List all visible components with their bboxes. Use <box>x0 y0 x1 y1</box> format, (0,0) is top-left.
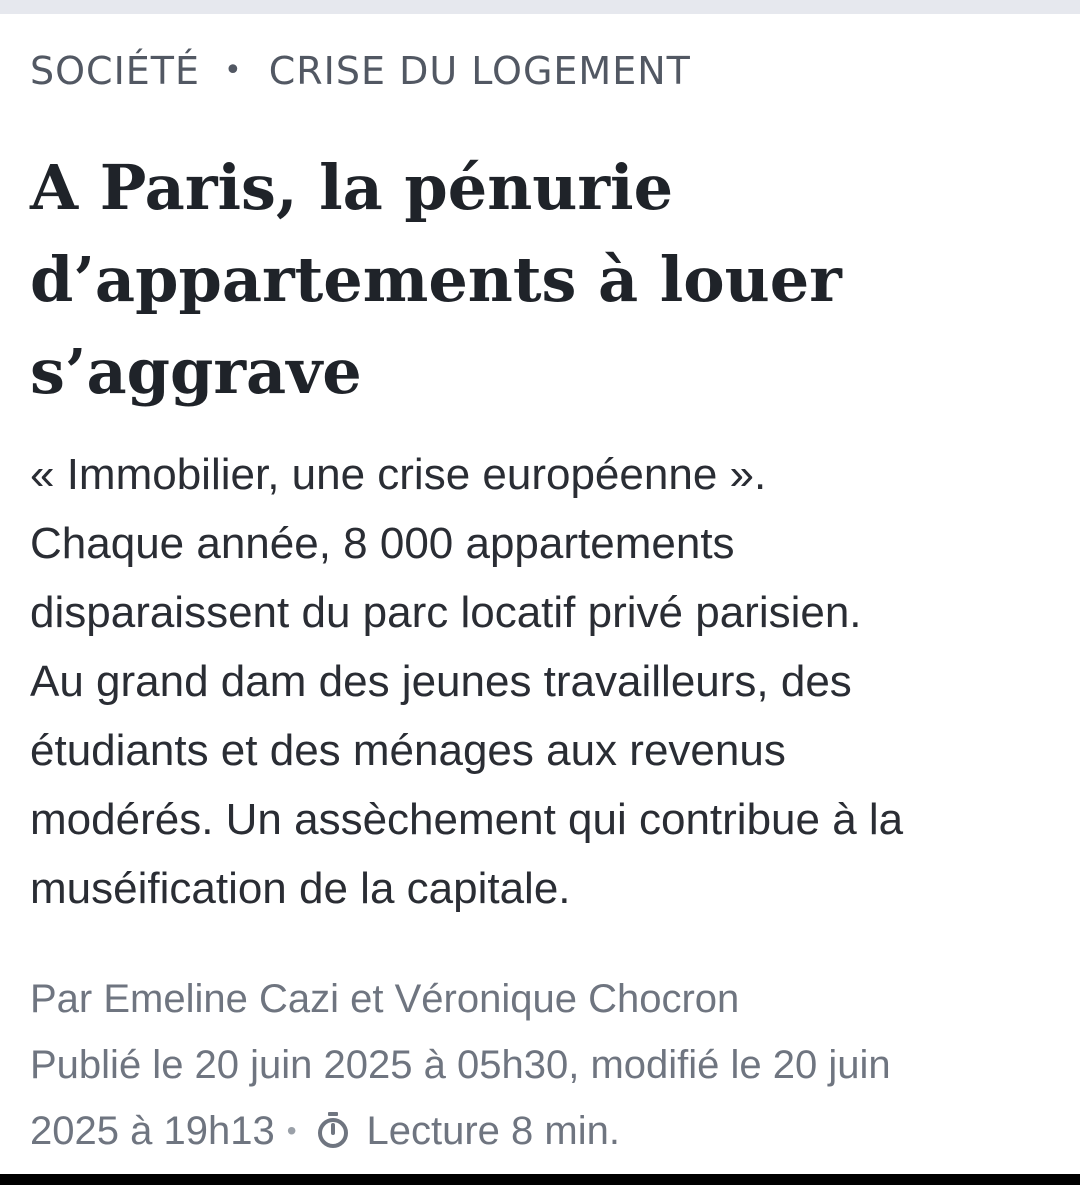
standfirst-line: muséification de la capitale. <box>30 864 571 913</box>
headline <box>30 142 1050 418</box>
publication-date: Publié le 20 juin 2025 à 05h30, modifié le 20 juin <box>30 1043 891 1087</box>
kicker-section[interactable]: SOCIÉTÉ <box>30 49 201 93</box>
headline-line: d’appartements à louer <box>30 243 842 316</box>
article-header <box>0 14 1080 1174</box>
headline-line: A Paris, la pénurie <box>30 151 674 224</box>
standfirst-line: disparaissent du parc locatif privé parisien. <box>30 588 862 637</box>
kicker <box>30 49 691 93</box>
standfirst-line: « Immobilier, une crise européenne ». <box>30 450 767 499</box>
standfirst-line: Chaque année, 8 000 appartements <box>30 519 735 568</box>
kicker-topic[interactable]: CRISE DU LOGEMENT <box>268 49 691 93</box>
publication-date-continued <box>30 1098 1060 1164</box>
reading-time: Lecture 8 min. <box>366 1109 620 1153</box>
top-band <box>0 0 1080 14</box>
kicker-separator: • <box>224 53 243 88</box>
standfirst-line: Au grand dam des jeunes travailleurs, des <box>30 657 852 706</box>
standfirst-line: étudiants et des ménages aux revenus <box>30 726 786 775</box>
meta-separator: • <box>286 1115 297 1146</box>
standfirst-line: modérés. Un assèchement qui contribue à la <box>30 795 904 844</box>
headline-line: s’aggrave <box>30 335 362 408</box>
byline: Par Emeline Cazi et Véronique Chocron <box>30 977 740 1021</box>
modified-time: 2025 à 19h13 <box>30 1109 275 1153</box>
standfirst <box>30 440 1070 923</box>
article-meta <box>30 966 1060 1164</box>
stopwatch-icon <box>313 1104 353 1144</box>
